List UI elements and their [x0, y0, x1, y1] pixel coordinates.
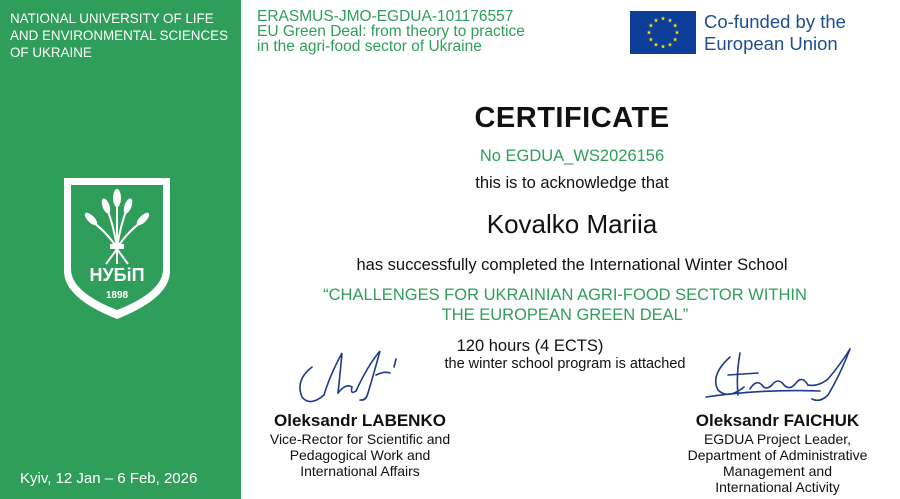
signer-left-role-line: International Affairs [300, 463, 420, 479]
signer-left-role-line: Pedagogical Work and [289, 447, 431, 463]
signer-right-role-line: Management and [723, 463, 832, 479]
program-title-line-2: THE EUROPEAN GREEN DEAL” [441, 306, 689, 324]
signer-left-name: Oleksandr LABENKO [274, 411, 446, 430]
project-info [257, 9, 525, 54]
project-code: ERASMUS-JMO-EGDUA-101176557 [257, 8, 514, 25]
signer-right-role-line: EGDUA Project Leader, [703, 431, 852, 447]
project-title-line-1: EU Green Deal: from theory to practice [257, 23, 525, 40]
emblem-year: 1898 [105, 290, 129, 301]
program-title [250, 285, 880, 325]
signer-right-role-line: Department of Administrative [687, 447, 868, 463]
recipient-name: Kovalko Mariia [486, 209, 658, 239]
acknowledge-text: this is to acknowledge that [475, 174, 669, 192]
signer-right [660, 411, 895, 495]
signer-left-role [245, 431, 475, 479]
emblem-text: НУБіП [89, 265, 145, 285]
eu-cofunded-label [704, 11, 846, 55]
eu-line-1: Co-funded by the [704, 11, 846, 32]
hours-ects: 120 hours (4 ECTS) [456, 337, 604, 355]
completion-text: has successfully completed the International Winter School [356, 256, 788, 274]
university-name: NATIONAL UNIVERSITY OF LIFE AND ENVIRONMENTAL SCIENCES OF UKRAINE [10, 11, 229, 60]
signer-right-name: Oleksandr FAICHUK [695, 411, 860, 430]
program-attached-note: the winter school program is attached [444, 356, 686, 372]
signer-right-role [660, 431, 895, 495]
signer-right-role-line: International Activity [715, 479, 840, 495]
signer-left [245, 411, 475, 479]
certificate-number: No EGDUA_WS2026156 [479, 147, 665, 165]
signature-right [700, 345, 860, 405]
project-title-line-2: in the agri-food sector of Ukraine [257, 38, 482, 55]
eu-flag-icon [630, 11, 696, 54]
signature-left [290, 345, 410, 410]
program-title-line-1: “CHALLENGES FOR UKRAINIAN AGRI-FOOD SECTOR WITHIN [323, 286, 807, 304]
signer-left-role-line: Vice-Rector for Scientific and [269, 431, 451, 447]
sidebar [0, 0, 241, 499]
eu-line-2: European Union [704, 33, 838, 54]
university-emblem [62, 176, 172, 322]
place-date: Kyiv, 12 Jan – 6 Feb, 2026 [20, 470, 198, 487]
certificate-title: CERTIFICATE [474, 102, 670, 134]
